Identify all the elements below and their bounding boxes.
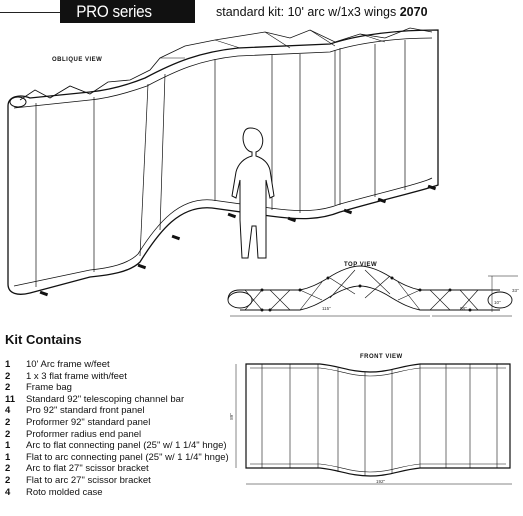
kit-number: 2070 [399, 5, 428, 19]
oblique-view-label: OBLIQUE VIEW [52, 57, 103, 63]
kit-item-qty: 1 [5, 440, 11, 452]
kit-item [5, 429, 229, 441]
oblique-view-drawing [8, 28, 438, 296]
kit-item-desc: Frame bag [26, 382, 72, 394]
kit-item-desc: Roto molded case [26, 486, 103, 498]
kit-text: standard kit: 10' arc w/1x3 wings [216, 5, 397, 19]
kit-item [5, 405, 229, 417]
front-height-dim: 89" [228, 413, 234, 420]
kit-item-qty: 2 [5, 382, 11, 394]
kit-item [5, 371, 229, 383]
kit-item-desc: Standard 92" telescoping channel bar [26, 393, 185, 405]
kit-item [5, 440, 229, 452]
kit-list [5, 359, 229, 498]
kit-item [5, 417, 229, 429]
human-figure-icon [232, 128, 274, 258]
top-view-label: TOP VIEW [344, 262, 378, 268]
top-view-drawing [228, 266, 518, 316]
kit-item [5, 382, 229, 394]
kit-item-desc: Proformer 92" standard panel [26, 416, 151, 428]
kit-item-qty: 2 [5, 370, 11, 382]
kit-item [5, 359, 229, 371]
kit-item-qty: 1 [5, 359, 11, 370]
kit-item-desc: Arc to flat 27" scissor bracket [26, 463, 149, 475]
kit-item-desc: 10' Arc frame w/feet [26, 359, 110, 370]
kit-item-qty: 2 [5, 416, 11, 428]
kit-item [5, 463, 229, 475]
top-width-right-dim: 58" [460, 306, 467, 311]
kit-title: Kit Contains [5, 332, 82, 347]
top-width-left-dim: 115" [322, 306, 331, 311]
kit-item-qty: 1 [5, 451, 11, 463]
kit-item-desc: Flat to arc connecting panel (25" w/ 1 1/4" hnge) [26, 451, 229, 463]
kit-item-desc: Arc to flat connecting panel (25" w/ 1 1/4" hnge) [26, 440, 227, 452]
top-depth-small-dim: 10" [494, 300, 501, 305]
kit-item-desc: Flat to arc 27" scissor bracket [26, 474, 151, 486]
kit-item [5, 475, 229, 487]
kit-item-qty: 2 [5, 474, 11, 486]
kit-item-desc: Proformer radius end panel [26, 428, 142, 440]
kit-item-qty: 11 [5, 393, 16, 405]
kit-item-desc: 1 x 3 flat frame with/feet [26, 370, 127, 382]
kit-item-qty: 2 [5, 428, 11, 440]
kit-item [5, 394, 229, 406]
kit-item-qty: 4 [5, 486, 11, 498]
kit-item-desc: Pro 92" standard front panel [26, 405, 145, 417]
top-depth-dim: 33" [512, 288, 519, 293]
front-width-dim: 192" [376, 479, 386, 484]
front-view-label: FRONT VIEW [360, 354, 403, 360]
kit-item-qty: 4 [5, 405, 11, 417]
series-label: PRO series [76, 2, 152, 21]
kit-item [5, 487, 229, 499]
front-view-drawing [236, 364, 512, 484]
kit-item [5, 452, 229, 464]
kit-item-qty: 2 [5, 463, 11, 475]
